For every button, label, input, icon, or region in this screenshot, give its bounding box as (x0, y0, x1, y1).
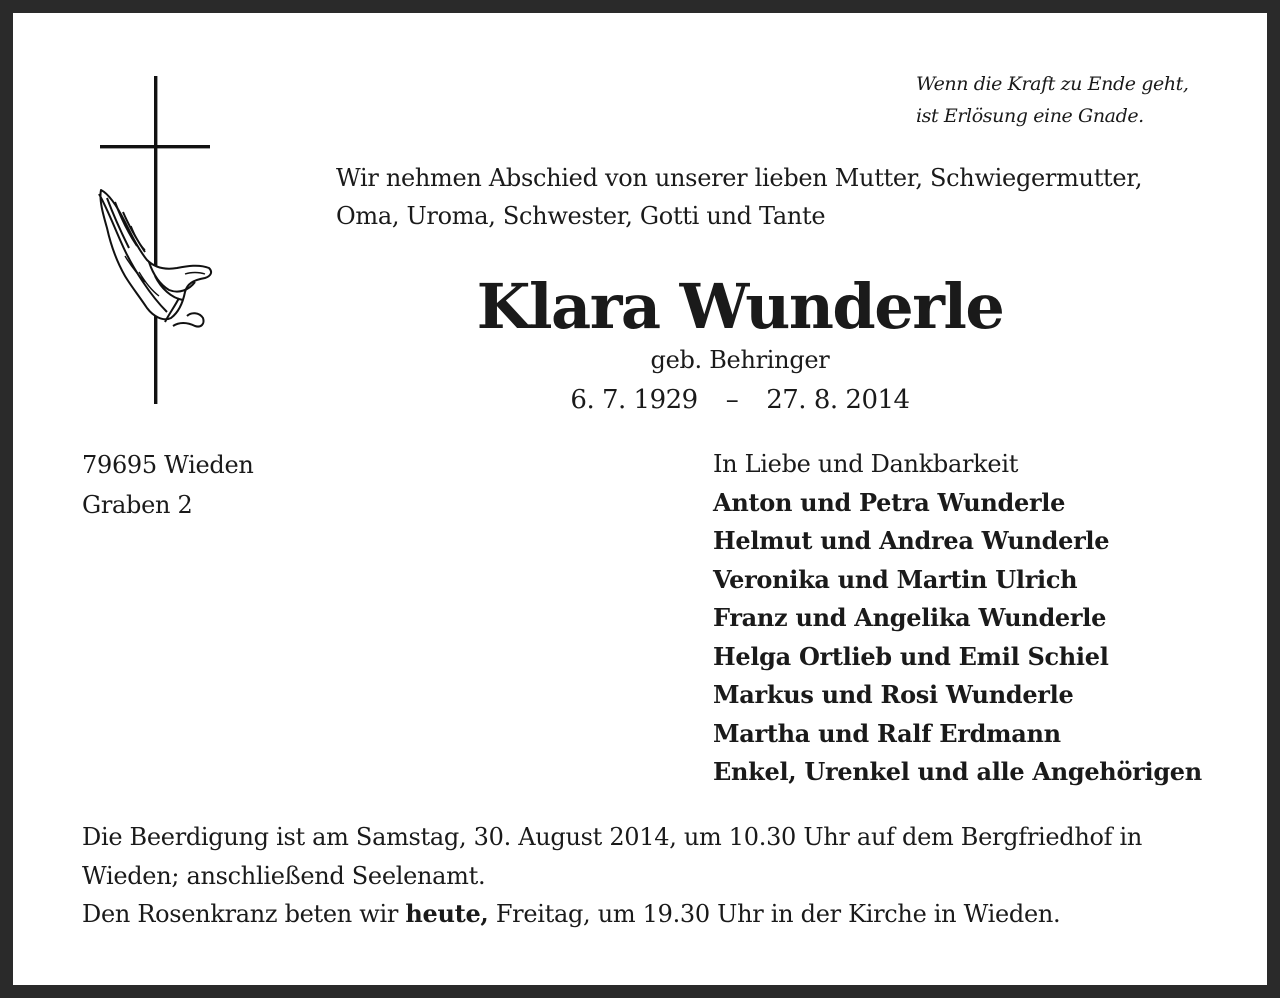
family-member: Enkel, Urenkel und alle Angehörigen (713, 757, 1202, 786)
date-separator: – (725, 385, 739, 415)
family-member: Martha und Ralf Erdmann (713, 718, 1061, 748)
intro-text (336, 159, 1142, 235)
family-list (713, 445, 1202, 792)
life-dates (240, 382, 1240, 418)
family-member: Helga Ortlieb und Emil Schiel (713, 641, 1109, 671)
rosary-text: Freitag, um 19.30 Uhr in der Kirche in Wieden. (488, 900, 1061, 928)
deceased-name: Klara Wunderle (476, 270, 1004, 343)
motto (916, 68, 1189, 132)
funeral-info (82, 818, 1212, 934)
motto-line: ist Erlösung eine Gnade. (916, 105, 1144, 127)
family-member: Veronika und Martin Ulrich (713, 564, 1078, 594)
family-member: Markus und Rosi Wunderle (713, 680, 1074, 709)
born-name: geb. Behringer (650, 346, 830, 374)
death-date: 27. 8. 2014 (766, 385, 910, 415)
family-member: Helmut und Andrea Wunderle (713, 526, 1110, 555)
family-lead: In Liebe und Dankbarkeit (713, 450, 1019, 478)
address-line: 79695 Wieden (82, 451, 254, 479)
intro-line: Oma, Uroma, Schwester, Gotti und Tante (336, 202, 826, 230)
rosary-line (82, 895, 1212, 934)
motto-line: Wenn die Kraft zu Ende geht, (916, 73, 1189, 95)
family-member: Anton und Petra Wunderle (713, 487, 1066, 517)
rosary-today: heute, (405, 899, 489, 928)
mourning-address (82, 445, 254, 525)
intro-line: Wir nehmen Abschied von unserer lieben Mutter, Schwiegermutter, (336, 164, 1143, 192)
address-line: Graben 2 (82, 491, 193, 519)
funeral-line: Wieden; anschließend Seelenamt. (82, 861, 486, 890)
rosary-text: Den Rosenkranz beten wir (82, 900, 406, 928)
funeral-line: Die Beerdigung ist am Samstag, 30. August 2014, um 10.30 Uhr auf dem Bergfriedhof in (82, 823, 1143, 851)
birth-date: 6. 7. 1929 (570, 385, 698, 415)
obituary-notice (13, 13, 1267, 985)
family-member: Franz und Angelika Wunderle (713, 603, 1107, 632)
cross-with-praying-hands-icon (95, 76, 225, 408)
